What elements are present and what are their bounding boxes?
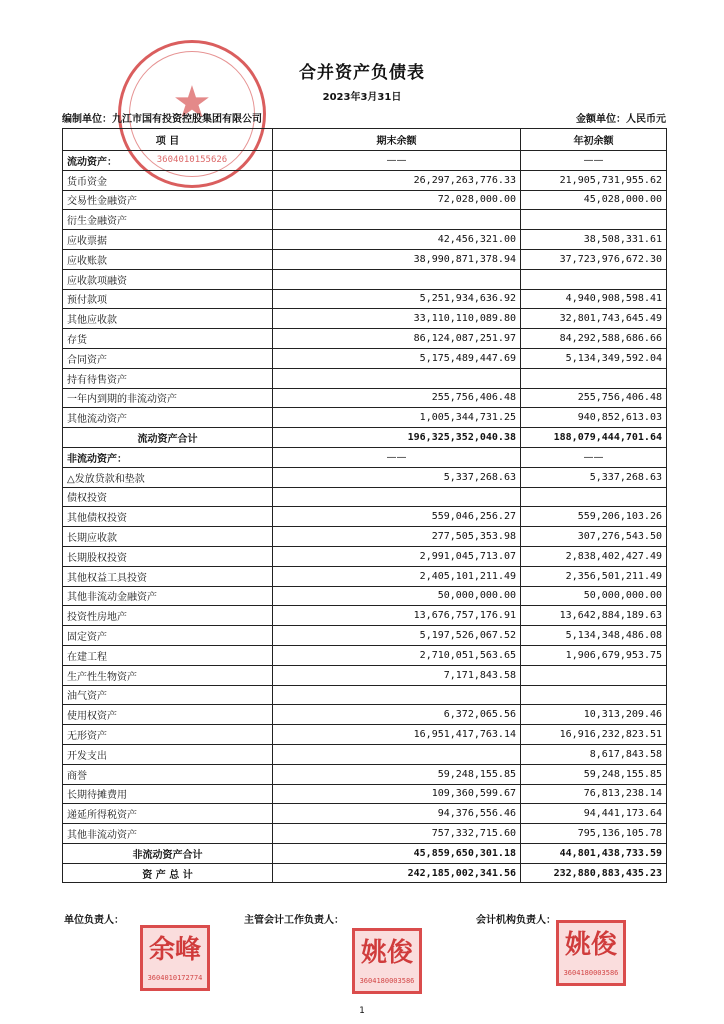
row-end-balance: —— (273, 151, 521, 171)
page-title: 合并资产负债表 (299, 63, 425, 83)
row-begin-balance: —— (521, 151, 667, 171)
table-row (63, 210, 667, 230)
row-end-balance: 42,456,321.00 (273, 230, 521, 250)
row-end-balance: 109,360,599.67 (273, 784, 521, 804)
row-item-label: 合同资产 (63, 348, 273, 368)
unit-head-label: 单位负责人： (64, 915, 124, 926)
row-begin-balance: 76,813,238.14 (521, 784, 667, 804)
row-item-label: 存货 (63, 329, 273, 349)
row-begin-balance: 4,940,908,598.41 (521, 289, 667, 309)
row-end-balance: 5,197,526,067.52 (273, 626, 521, 646)
table-row (63, 348, 667, 368)
row-item-label: 投资性房地产 (63, 606, 273, 626)
accounting-head-label: 主管会计工作负责人： (244, 915, 344, 926)
table-row (63, 289, 667, 309)
row-item-label: 预付款项 (63, 289, 273, 309)
row-item-label: 流动资产合计 (63, 428, 273, 448)
row-item-label: 应收款项融资 (63, 269, 273, 289)
row-end-balance (273, 487, 521, 507)
table-row (63, 725, 667, 745)
row-item-label: 使用权资产 (63, 705, 273, 725)
header-item: 项 目 (63, 129, 273, 151)
row-item-label: 应收账款 (63, 249, 273, 269)
accounting-dept-seal (556, 920, 626, 986)
table-row (63, 804, 667, 824)
row-end-balance: 26,297,263,776.33 (273, 170, 521, 190)
table-body (63, 151, 667, 883)
row-begin-balance: 84,292,588,686.66 (521, 329, 667, 349)
table-row (63, 269, 667, 289)
row-begin-balance: 232,880,883,435.23 (521, 863, 667, 883)
total-row (63, 843, 667, 863)
row-item-label: 固定资产 (63, 626, 273, 646)
table-row (63, 784, 667, 804)
row-end-balance: 94,376,556.46 (273, 804, 521, 824)
row-end-balance: 86,124,087,251.97 (273, 329, 521, 349)
row-end-balance: 196,325,352,040.38 (273, 428, 521, 448)
table-row (63, 626, 667, 646)
row-end-balance: 16,951,417,763.14 (273, 725, 521, 745)
table-row (63, 408, 667, 428)
row-item-label: 生产性生物资产 (63, 665, 273, 685)
row-end-balance: 2,991,045,713.07 (273, 546, 521, 566)
row-begin-balance: 32,801,743,645.49 (521, 309, 667, 329)
row-begin-balance: 2,838,402,427.49 (521, 546, 667, 566)
row-item-label: 长期待摊费用 (63, 784, 273, 804)
table-row (63, 705, 667, 725)
row-end-balance: 242,185,002,341.56 (273, 863, 521, 883)
accounting-head-seal-code: 3604180003586 (359, 977, 415, 985)
row-end-balance: 38,990,871,378.94 (273, 249, 521, 269)
table-row (63, 764, 667, 784)
accounting-dept-seal-code: 3604180003586 (563, 969, 619, 977)
row-begin-balance: 94,441,173.64 (521, 804, 667, 824)
page-number: 1 (359, 1006, 365, 1016)
row-item-label: 货币资金 (63, 170, 273, 190)
table-row (63, 527, 667, 547)
row-end-balance: 72,028,000.00 (273, 190, 521, 210)
unit-head-seal-code: 3604010172774 (147, 974, 203, 982)
row-begin-balance: 38,508,331.61 (521, 230, 667, 250)
accounting-head-seal-name: 姚俊 (360, 938, 413, 968)
row-item-label: 衍生金融资产 (63, 210, 273, 230)
row-begin-balance: 559,206,103.26 (521, 507, 667, 527)
row-end-balance: 6,372,065.56 (273, 705, 521, 725)
seal-code: 3604010155626 (156, 155, 228, 165)
table-row (63, 388, 667, 408)
row-end-balance: 7,171,843.58 (273, 665, 521, 685)
row-item-label: 长期应收款 (63, 527, 273, 547)
row-item-label: 资 产 总 计 (63, 863, 273, 883)
row-begin-balance: 37,723,976,672.30 (521, 249, 667, 269)
table-row (63, 309, 667, 329)
row-end-balance (273, 269, 521, 289)
row-item-label: 其他流动资产 (63, 408, 273, 428)
header-begin-balance: 年初余额 (521, 129, 667, 151)
seal-star-icon: ★ (172, 77, 212, 128)
accounting-dept-seal-name: 姚俊 (564, 930, 617, 960)
table-row (63, 645, 667, 665)
row-end-balance: 2,710,051,563.65 (273, 645, 521, 665)
row-begin-balance (521, 685, 667, 705)
row-end-balance (273, 368, 521, 388)
compiling-unit: 编制单位：九江市国有投资控股集团有限公司 (62, 114, 262, 125)
table-row (63, 249, 667, 269)
row-item-label: 非流动资产合计 (63, 843, 273, 863)
row-begin-balance: 1,906,679,953.75 (521, 645, 667, 665)
table-row (63, 566, 667, 586)
row-item-label: 持有待售资产 (63, 368, 273, 388)
row-item-label: 递延所得税资产 (63, 804, 273, 824)
row-item-label: 其他应收款 (63, 309, 273, 329)
row-begin-balance (521, 665, 667, 685)
row-begin-balance: 50,000,000.00 (521, 586, 667, 606)
row-end-balance: 5,175,489,447.69 (273, 348, 521, 368)
row-begin-balance: —— (521, 447, 667, 467)
row-item-label: 其他权益工具投资 (63, 566, 273, 586)
row-begin-balance (521, 210, 667, 230)
row-item-label: 其他债权投资 (63, 507, 273, 527)
row-begin-balance: 10,313,209.46 (521, 705, 667, 725)
row-item-label: 非流动资产： (63, 447, 273, 467)
row-end-balance: 5,251,934,636.92 (273, 289, 521, 309)
total-row (63, 863, 667, 883)
row-begin-balance (521, 368, 667, 388)
row-item-label: 一年内到期的非流动资产 (63, 388, 273, 408)
table-row (63, 230, 667, 250)
row-end-balance: 1,005,344,731.25 (273, 408, 521, 428)
header-end-balance: 期末余额 (273, 129, 521, 151)
row-begin-balance: 795,136,105.78 (521, 824, 667, 844)
row-end-balance: 277,505,353.98 (273, 527, 521, 547)
row-end-balance: 45,859,650,301.18 (273, 843, 521, 863)
row-item-label: △发放贷款和垫款 (63, 467, 273, 487)
balance-sheet-table (62, 128, 667, 883)
accounting-head-seal (352, 928, 422, 994)
table-row (63, 824, 667, 844)
report-date: 2023年3月31日 (322, 92, 402, 103)
row-end-balance (273, 210, 521, 230)
row-end-balance: 757,332,715.60 (273, 824, 521, 844)
row-end-balance: 5,337,268.63 (273, 467, 521, 487)
table-row (63, 546, 667, 566)
row-end-balance: 13,676,757,176.91 (273, 606, 521, 626)
unit-head-seal-name: 余峰 (148, 935, 201, 965)
row-end-balance: —— (273, 447, 521, 467)
table-row (63, 329, 667, 349)
row-item-label: 流动资产： (63, 151, 273, 171)
row-begin-balance (521, 487, 667, 507)
row-item-label: 长期股权投资 (63, 546, 273, 566)
section-row (63, 447, 667, 467)
table-row (63, 170, 667, 190)
table-row (63, 467, 667, 487)
table-row (63, 190, 667, 210)
total-row (63, 428, 667, 448)
row-begin-balance: 59,248,155.85 (521, 764, 667, 784)
row-begin-balance: 16,916,232,823.51 (521, 725, 667, 745)
row-end-balance: 59,248,155.85 (273, 764, 521, 784)
row-item-label: 开发支出 (63, 744, 273, 764)
row-begin-balance: 8,617,843.58 (521, 744, 667, 764)
row-item-label: 应收票据 (63, 230, 273, 250)
row-item-label: 无形资产 (63, 725, 273, 745)
table-row (63, 665, 667, 685)
row-item-label: 其他非流动金融资产 (63, 586, 273, 606)
row-begin-balance: 940,852,613.03 (521, 408, 667, 428)
section-row (63, 151, 667, 171)
row-begin-balance: 5,134,348,486.08 (521, 626, 667, 646)
table-row (63, 685, 667, 705)
row-end-balance: 33,110,110,089.80 (273, 309, 521, 329)
row-item-label: 油气资产 (63, 685, 273, 705)
currency-unit: 金额单位：人民币元 (576, 114, 666, 125)
table-row (63, 487, 667, 507)
row-end-balance: 255,756,406.48 (273, 388, 521, 408)
row-end-balance (273, 744, 521, 764)
row-begin-balance: 255,756,406.48 (521, 388, 667, 408)
row-begin-balance: 13,642,884,189.63 (521, 606, 667, 626)
row-item-label: 交易性金融资产 (63, 190, 273, 210)
row-end-balance: 2,405,101,211.49 (273, 566, 521, 586)
row-begin-balance: 5,337,268.63 (521, 467, 667, 487)
row-item-label: 商誉 (63, 764, 273, 784)
row-item-label: 其他非流动资产 (63, 824, 273, 844)
row-begin-balance: 5,134,349,592.04 (521, 348, 667, 368)
row-begin-balance: 44,801,438,733.59 (521, 843, 667, 863)
table-row (63, 368, 667, 388)
table-header-row (63, 129, 667, 151)
accounting-dept-label: 会计机构负责人： (476, 915, 556, 926)
table-row (63, 606, 667, 626)
row-end-balance: 559,046,256.27 (273, 507, 521, 527)
row-begin-balance: 2,356,501,211.49 (521, 566, 667, 586)
table-row (63, 586, 667, 606)
row-item-label: 债权投资 (63, 487, 273, 507)
row-begin-balance: 307,276,543.50 (521, 527, 667, 547)
row-end-balance (273, 685, 521, 705)
row-begin-balance: 188,079,444,701.64 (521, 428, 667, 448)
row-item-label: 在建工程 (63, 645, 273, 665)
row-end-balance: 50,000,000.00 (273, 586, 521, 606)
row-begin-balance (521, 269, 667, 289)
row-begin-balance: 21,905,731,955.62 (521, 170, 667, 190)
row-begin-balance: 45,028,000.00 (521, 190, 667, 210)
table-row (63, 744, 667, 764)
table-row (63, 507, 667, 527)
unit-head-seal (140, 925, 210, 991)
